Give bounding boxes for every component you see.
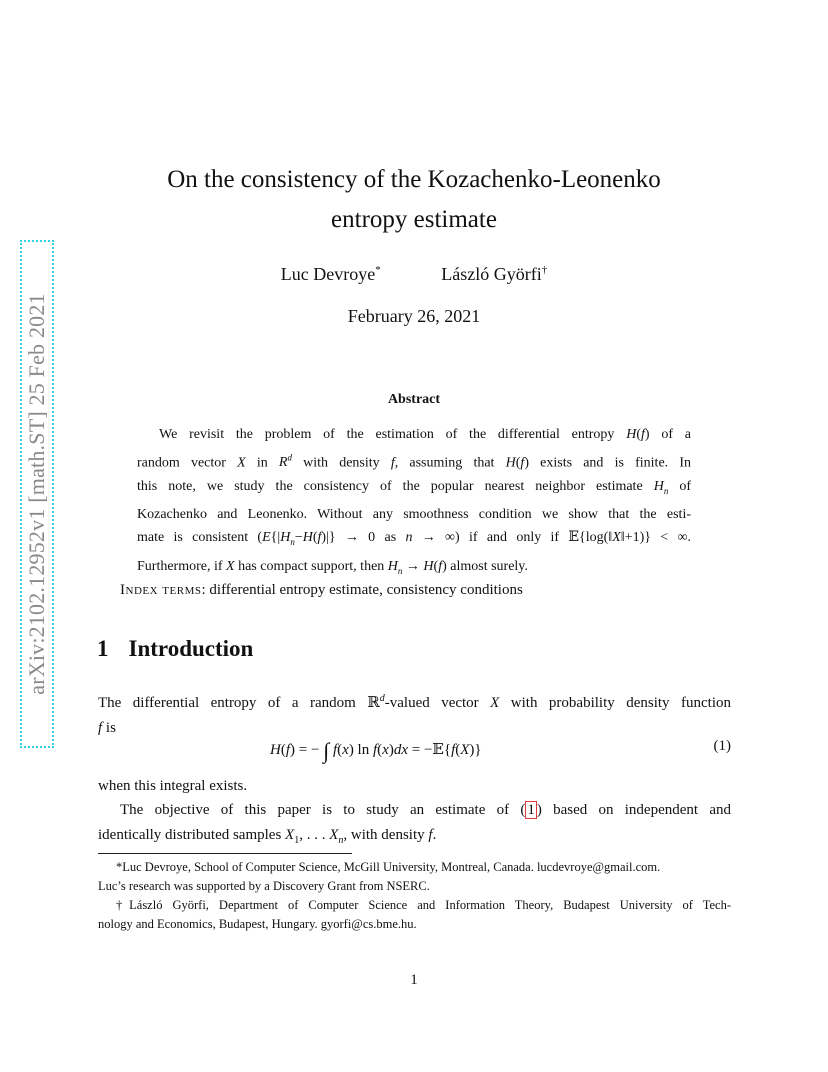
abstract-line-6: Furthermore, if X has compact support, then $H_n \to H(f)$ almost surely. xyxy=(137,558,528,576)
author-1-footnote-mark[interactable]: * xyxy=(375,264,381,276)
intro-p1-line-1: The differential entropy of a random ℝ$^d$-valued vector X with probability density function xyxy=(98,693,732,711)
footnote-rule xyxy=(98,853,352,854)
arxiv-stamp-text: arXiv:2102.12952v1 [math.ST] 25 Feb 2021 xyxy=(24,293,49,695)
title-line-2: entropy estimate xyxy=(331,206,497,233)
arxiv-stamp xyxy=(20,240,54,748)
index-terms-text: differential entropy estimate, consistency conditions xyxy=(209,582,523,598)
equation-1-expression: H(f) = − ∫ f(x) ln f(x)dx = −𝔼{f(X)} xyxy=(270,738,482,763)
title-line-1: On the consistency of the Kozachenko-Leonenko xyxy=(167,166,661,193)
intro-paragraph-2 xyxy=(98,798,731,853)
paper-date: February 26, 2021 xyxy=(347,306,481,326)
abstract-line-3: this note, we study the consistency of the popular nearest neighbor estimate $H_n$ of xyxy=(137,478,691,496)
paper-title xyxy=(100,160,728,240)
intro-p2-line-2: identically distributed samples $X_1$, . . . $X_n$, with density f. xyxy=(98,827,437,846)
footnote-2-line-1: †László Györfi, Department of Computer Science and Information Theory, Budapest University of Tech- xyxy=(116,898,731,912)
intro-p2-line-1: The objective of this paper is to study an estimate of ( 1 ) based on independent and xyxy=(120,802,731,818)
section-number: 1 xyxy=(97,636,109,661)
abstract-line-1: We revisit the problem of the estimation of the differential entropy H(f) of a xyxy=(159,427,691,442)
author-2-footnote-mark[interactable]: † xyxy=(541,264,548,276)
page-number: 1 xyxy=(410,972,418,988)
footnote-1-line-1: *Luc Devroye, School of Computer Science, McGill University, Montreal, Canada. lucdevroye@gmail.com. xyxy=(116,860,661,874)
section-heading-introduction xyxy=(97,636,253,662)
after-equation-text: when this integral exists. xyxy=(98,778,248,794)
intro-after-equation xyxy=(98,774,731,799)
author-1 xyxy=(281,264,381,284)
index-terms: Index terms: differential entropy estimate, consistency conditions xyxy=(120,582,523,598)
section-title: Introduction xyxy=(128,636,254,661)
author-2 xyxy=(441,264,547,284)
equation-ref-link[interactable]: 1 xyxy=(527,802,535,818)
abstract-heading: Abstract xyxy=(387,392,441,407)
footnote-1-line-2: Luc’s research was supported by a Discovery Grant from NSERC. xyxy=(98,879,430,893)
footnotes xyxy=(98,858,731,934)
abstract-body xyxy=(137,423,691,583)
intro-paragraph-1 xyxy=(98,686,731,741)
equation-1 xyxy=(98,738,731,764)
author-1-name: Luc Devroye xyxy=(280,264,376,284)
abstract-line-5: mate is consistent ($E\{|H_n-H(f)|\} \to 0$ as n → ∞) if and only if 𝔼{log(‖X‖+1)} < ∞. xyxy=(137,530,691,548)
footnote-2-line-2: nology and Economics, Budapest, Hungary. gyorfi@cs.bme.hu. xyxy=(98,917,417,931)
abstract-line-2: random vector X in $R^d$ with density f, assuming that H(f) exists and is finite. In xyxy=(137,452,691,471)
abstract-line-4: Kozachenko and Leonenko. Without any smoothness condition we show that the esti- xyxy=(137,506,691,522)
author-list xyxy=(100,264,728,285)
index-terms-label: Index terms xyxy=(120,582,202,598)
author-2-name: László Györfi xyxy=(441,264,542,284)
equation-1-number: (1) xyxy=(713,738,731,754)
intro-p1-line-2: f is xyxy=(98,720,116,736)
